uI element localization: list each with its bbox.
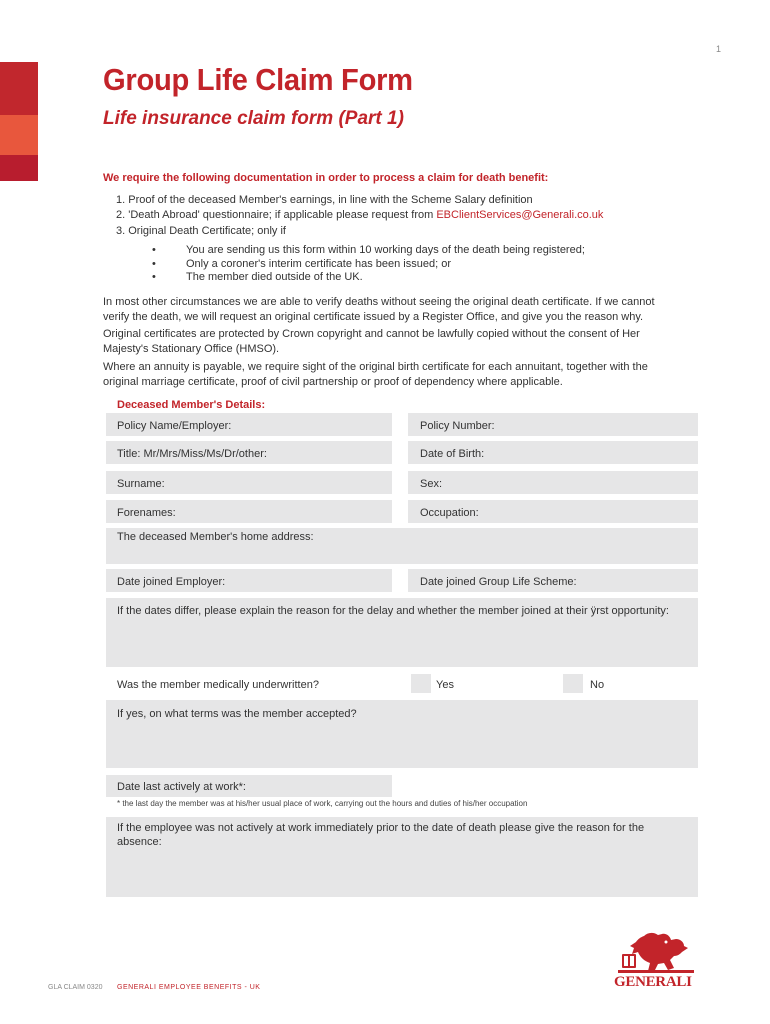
paragraph: Original certificates are protected by Crown copyright and cannot be lawfully copied without the consent of Her Majesty's Stationary Office (HMSO). — [103, 328, 640, 355]
title-label: Title: Mr/Mrs/Miss/Ms/Dr/other: — [117, 448, 267, 460]
yes-label: Yes — [436, 679, 454, 691]
brand-bar-top — [0, 62, 38, 115]
sex-label: Sex: — [420, 478, 443, 490]
policy-name-label: Policy Name/Employer: — [117, 420, 232, 432]
occupation-label: Occupation: — [420, 507, 479, 519]
requirement-item — [116, 209, 603, 221]
no-label: No — [590, 679, 605, 691]
forenames-label: Forenames: — [117, 507, 176, 519]
requirement-item: 3. Original Death Certificate; only if — [116, 225, 286, 237]
terms-label: If yes, on what terms was the member accepted? — [117, 708, 357, 720]
paragraph: In most other circumstances we are able to verify deaths without seeing the original death certificate. If we cannot verify the death, we will request an original certificate issued by a Register Office, and give you the reason why. — [103, 296, 655, 323]
logo-wordmark: GENERALI — [614, 974, 692, 990]
date-joined-scheme-label: Date joined Group Life Scheme: — [420, 576, 577, 588]
last-active-label: Date last actively at work*: — [117, 781, 246, 793]
paragraph: Where an annuity is payable, we require sight of the original birth certificate for each annuitant, together with the original marriage certificate, proof of civil partnership or proof of dependency where applicable. — [103, 361, 648, 388]
bullet-item: You are sending us this form within 10 working days of the death being registered; — [186, 244, 585, 256]
brand-bar-bottom — [0, 155, 38, 181]
absence-label: If the employee was not actively at work immediately prior to the date of death please give the reason for the absence: — [117, 822, 645, 848]
policy-number-label: Policy Number: — [420, 420, 495, 432]
requirement-item-text: 2. 'Death Abroad' questionnaire; if applicable please request from — [116, 209, 437, 221]
page-subtitle: Life insurance claim form (Part 1) — [103, 108, 404, 129]
footnote: * the last day the member was at his/her usual place of work, carrying out the hours and duties of his/her occupation — [117, 799, 528, 808]
email-link[interactable]: EBClientServices@Generali.co.uk — [436, 209, 604, 221]
bullet-item: Only a coroner's interim certificate has been issued; or — [186, 258, 451, 270]
surname-label: Surname: — [117, 478, 165, 490]
brand-bar-middle — [0, 115, 38, 155]
dates-differ-label: If the dates differ, please explain the reason for the delay and whether the member joined at their ÿrst opportunity: — [117, 605, 669, 617]
underwritten-question: Was the member medically underwritten? — [117, 679, 319, 691]
yes-checkbox[interactable] — [411, 674, 431, 693]
requirement-item: 1. Proof of the deceased Member's earnings, in line with the Scheme Salary definition — [116, 194, 533, 206]
lion-icon — [614, 930, 698, 976]
generali-logo — [614, 930, 698, 990]
no-checkbox[interactable] — [563, 674, 583, 693]
sex-field[interactable] — [408, 471, 698, 494]
bullet-icon: • — [152, 258, 156, 270]
form-code: GLA CLAIM 0320 — [48, 984, 103, 991]
page-title: Group Life Claim Form — [103, 62, 413, 97]
date-joined-employer-label: Date joined Employer: — [117, 576, 226, 588]
bullet-item: The member died outside of the UK. — [186, 271, 363, 283]
dob-label: Date of Birth: — [420, 448, 485, 460]
page-number: 1 — [716, 44, 722, 54]
bullet-icon: • — [152, 244, 156, 256]
company-name: GENERALI EMPLOYEE BENEFITS - UK — [117, 984, 261, 991]
section-heading: Deceased Member's Details: — [117, 399, 266, 411]
address-label: The deceased Member's home address: — [117, 531, 314, 543]
bullet-icon: • — [152, 271, 156, 283]
requirements-heading: We require the following documentation in order to process a claim for death benefit: — [103, 172, 549, 184]
